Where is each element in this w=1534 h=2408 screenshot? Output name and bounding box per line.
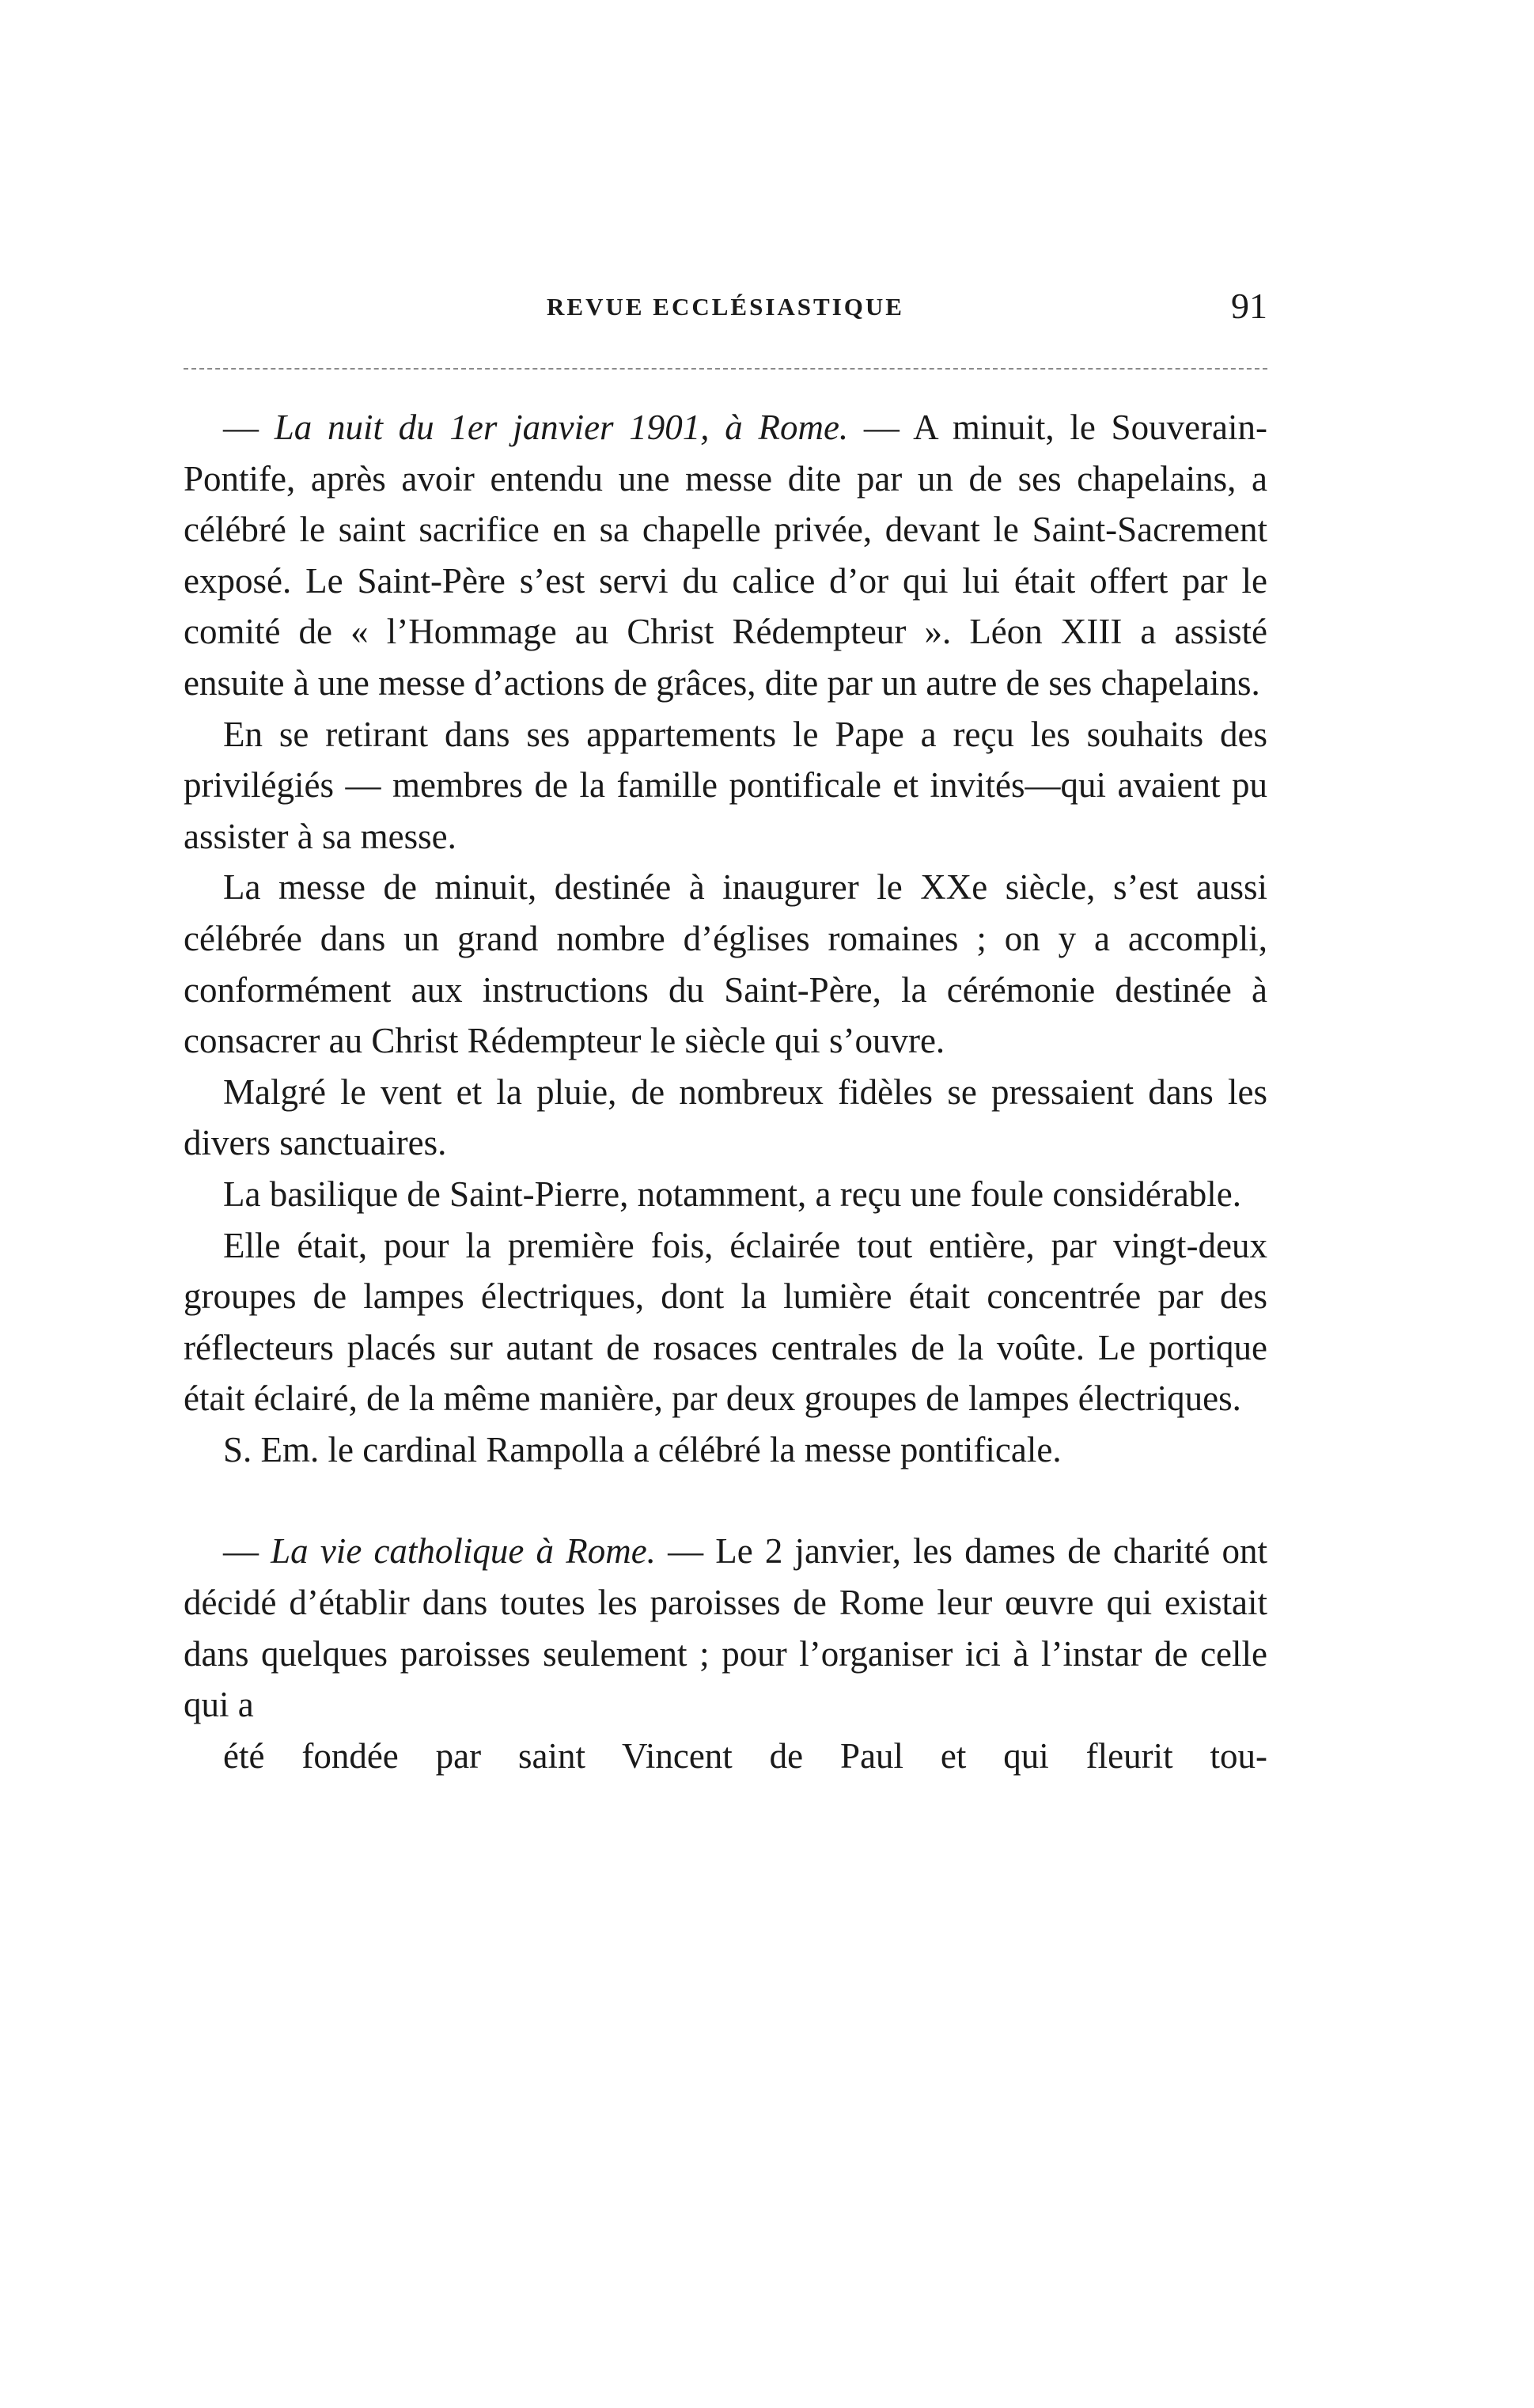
paragraph: La basilique de Saint-Pierre, notamment, a reçu une foule considérable. [223, 1174, 1242, 1214]
paragraph: La messe de minuit, destinée à inaugurer le XXe siècle, s’est aussi célébrée dans un grand nombre d’églises romaines ; on y a accompli, conformément aux instructions du Saint-Père, la cérémonie destinée à consacrer au Christ Rédempteur le siècle qui s’ouvre. [184, 867, 1267, 1061]
paragraph: En se retirant dans ses appartements le Pape a reçu les souhaits des privilégiés — membres de la famille pontificale et invités—qui avaient pu assister à sa messe. [184, 714, 1267, 856]
paragraph: Malgré le vent et la pluie, de nombreux fidèles se pressaient dans les divers sanctuaires. [184, 1071, 1267, 1163]
article-lead: La nuit du 1er janvier 1901, à Rome. [274, 408, 849, 447]
paragraph: Elle était, pour la première fois, éclairée tout entière, par vingt-deux groupes de lampes électriques, dont la lumière était concentrée par des réflecteurs placés sur autant de rosaces centrales de la voûte. Le portique était éclairé, de la même manière, par deux groupes de lampes électriques. [184, 1225, 1267, 1419]
lead-dash: — [223, 408, 275, 447]
article-lead: La vie catholique à Rome. [271, 1531, 656, 1572]
article-catholic-life [184, 1526, 1267, 1781]
page-number: 91 [1231, 286, 1267, 326]
paragraph-last-line: été fondée par saint Vincent de Paul et qui fleurit tou- [223, 1735, 1267, 1776]
running-header [184, 285, 1267, 332]
paragraph [184, 402, 1267, 709]
running-title: REVUE ECCLÉSIASTIQUE [547, 293, 904, 320]
article-new-year-night [184, 402, 1267, 1475]
lead-separator: — [655, 1531, 716, 1572]
body-text [184, 402, 1267, 1781]
header-rule [184, 368, 1267, 370]
paragraph [184, 1526, 1267, 1781]
paragraph-text: Le 2 janvier, les dames de charité ont décidé d’établir dans toutes les paroisses de Rome leur œuvre qui existait dans quelques paroisses seulement ; pour l’organiser ici à l’instar de celle qui a [184, 1531, 1268, 1725]
lead-dash: — [223, 1531, 271, 1572]
lead-separator: — [848, 408, 914, 447]
paragraph: S. Em. le cardinal Rampolla a célébré la messe pontificale. [223, 1429, 1062, 1469]
paragraph-text: A minuit, le Souverain-Pontife, après avoir entendu une messe dite par un de ses chapelains, a célébré le saint sacrifice en sa chapelle privée, devant le Saint-Sacrement exposé. Le Saint-Père s’est servi du calice d’or qui lui était offert par le comité de « l’Hommage au Christ Rédempteur ». Léon XIII a assisté ensuite à une messe d’actions de grâces, dite par un autre de ses chapelains. [184, 408, 1267, 703]
